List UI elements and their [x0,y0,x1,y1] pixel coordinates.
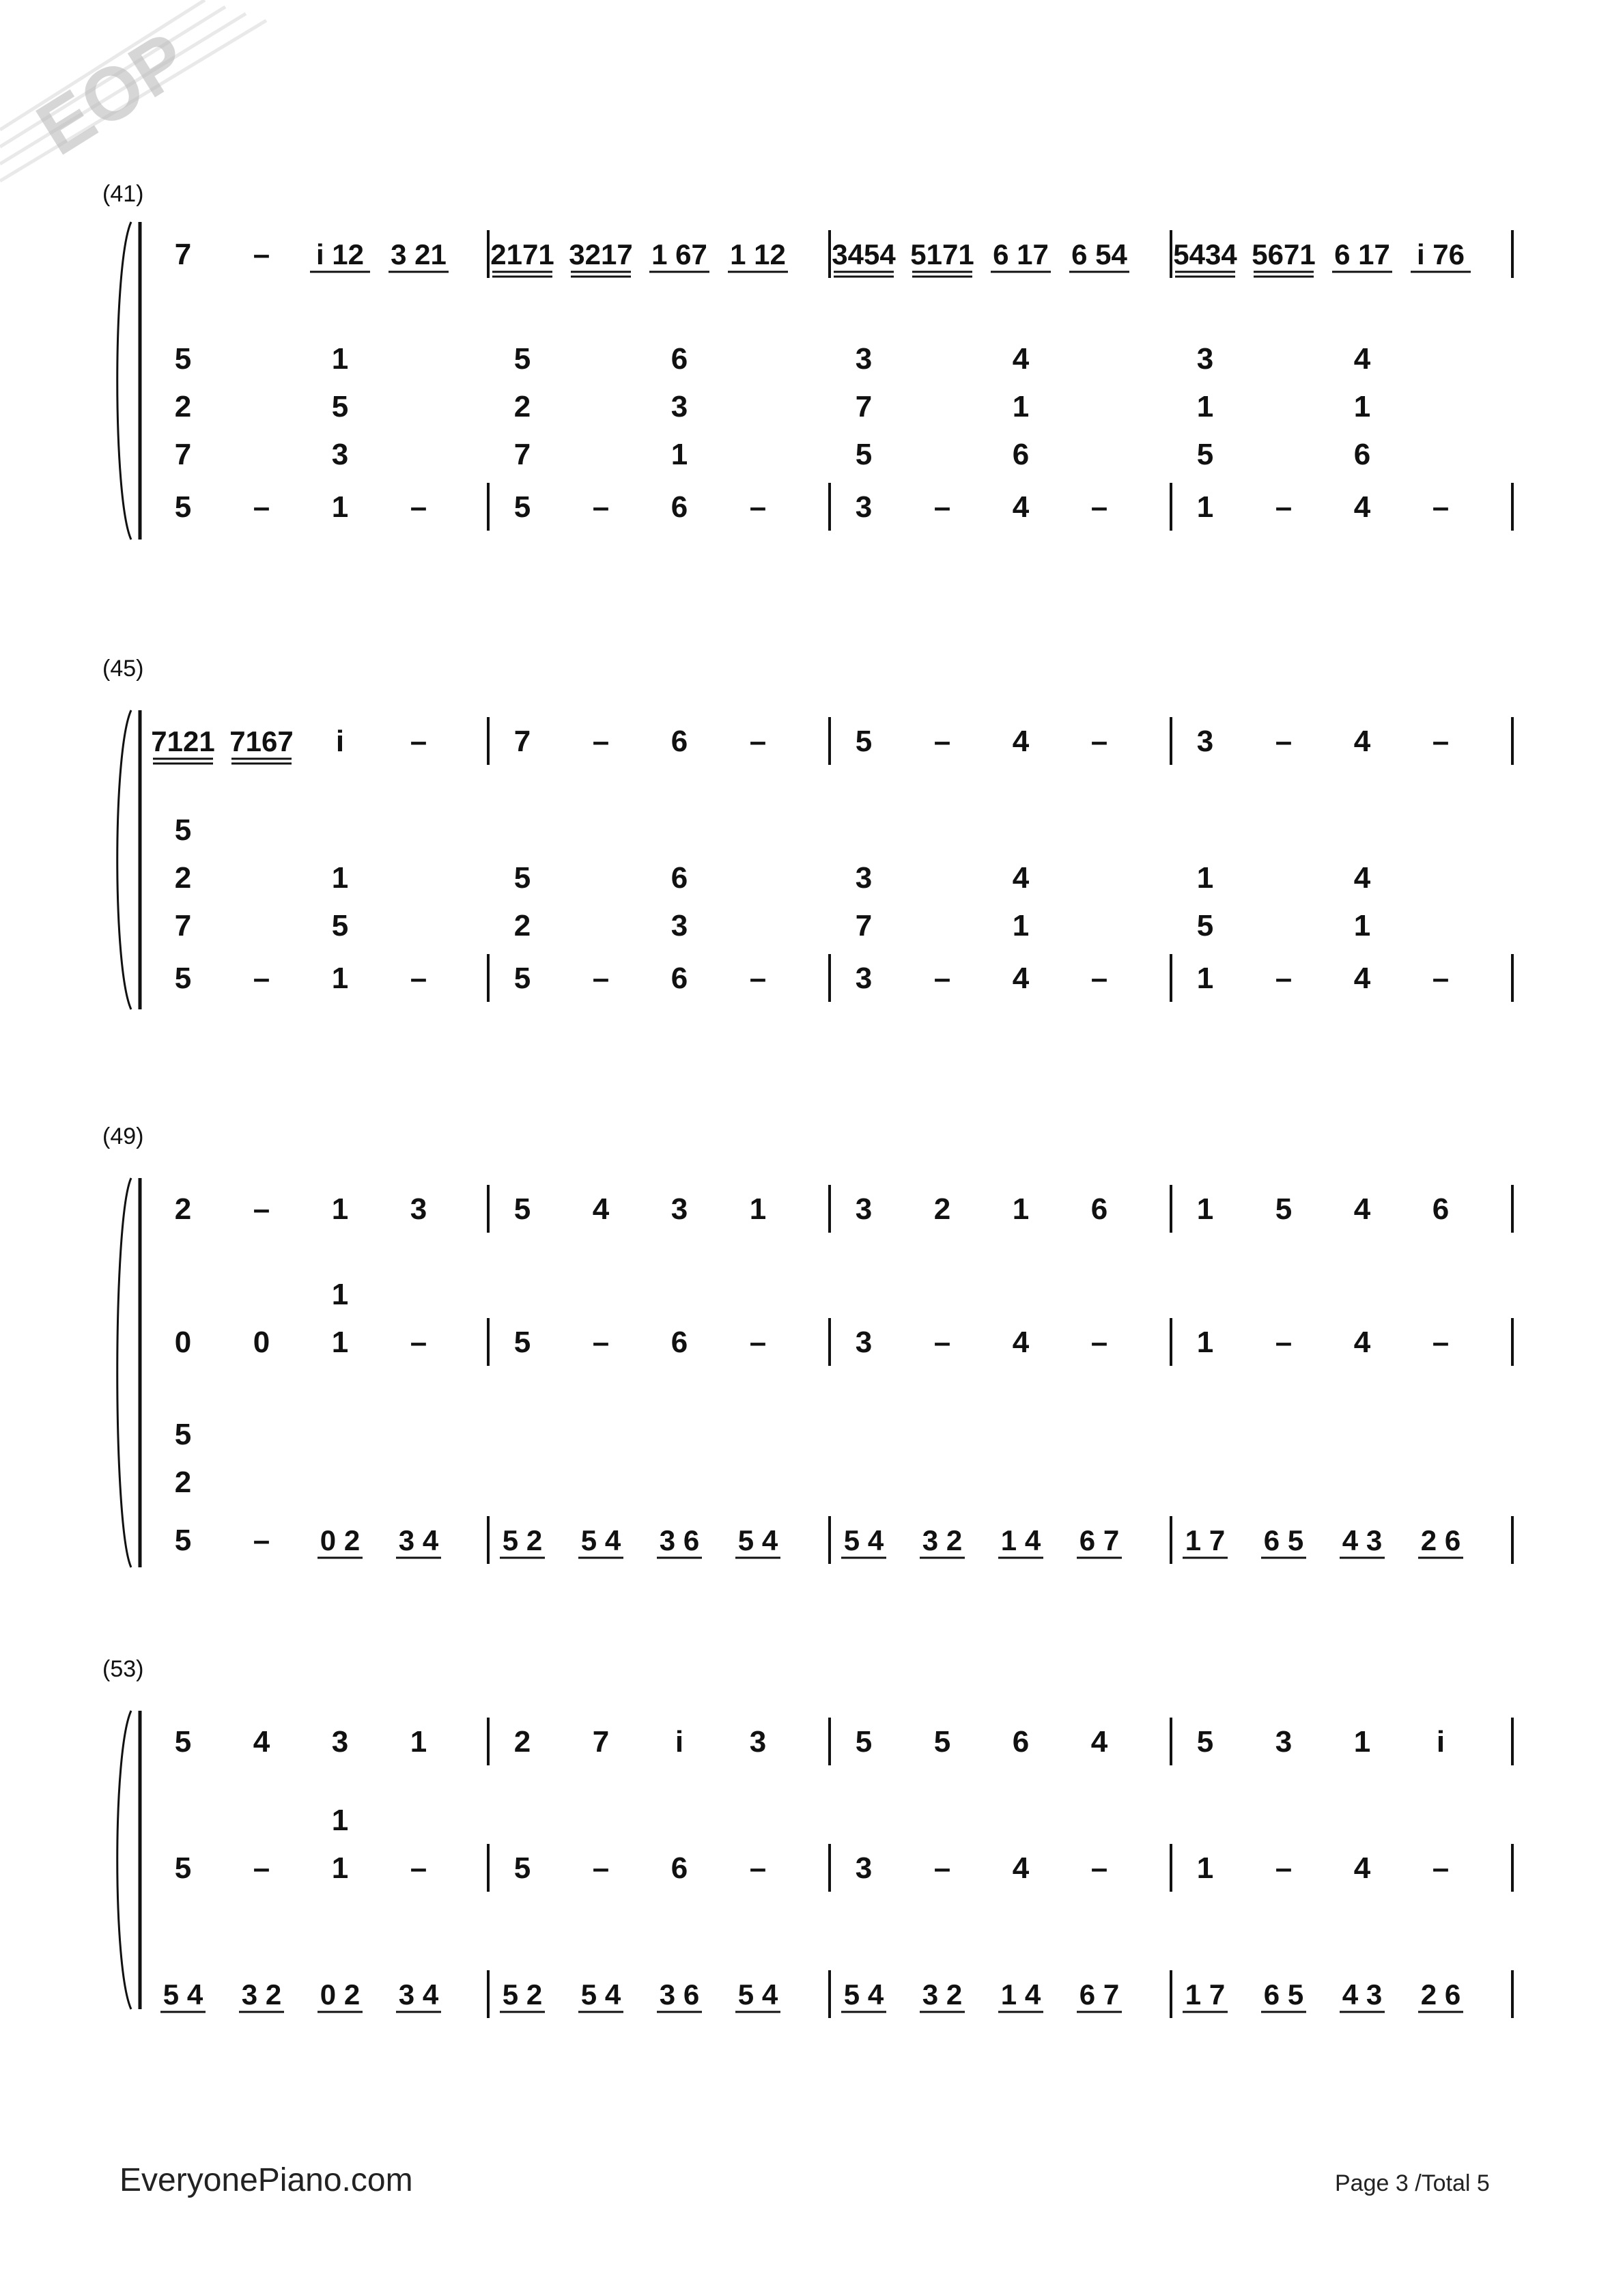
note: 5 [855,725,873,758]
dash: – [749,1851,767,1885]
note: 4 [1353,725,1371,758]
chord-note: 5 [174,813,192,847]
note: 4 [1012,1326,1030,1359]
dash: – [1275,490,1293,524]
dash: – [933,490,951,524]
dash: – [1432,962,1450,995]
note: 5 [174,962,192,995]
chord-note: 2 [174,390,192,423]
note: 4 [1353,962,1371,995]
note-group: 4 3 [1342,1524,1383,1556]
note-group: 4 3 [1342,1978,1383,2011]
dash: – [749,1326,767,1359]
chord-note: 7 [174,909,192,942]
system-0 [117,222,1512,540]
note-group: 3 6 [659,1524,700,1556]
note: 4 [1090,1725,1108,1759]
note: 4 [592,1192,610,1226]
note: 5 [174,1851,192,1885]
chord-note: 1 [1196,861,1214,895]
system-brace [117,1178,131,1567]
measure-number-41: (41) [102,181,144,207]
dash: – [1275,1851,1293,1885]
note-group: 5 4 [737,1524,778,1556]
note-group: i 12 [315,238,365,270]
chord-note: 5 [1196,438,1214,471]
dash: – [1432,490,1450,524]
note: 1 [749,1192,767,1226]
note: 3 [671,1192,688,1226]
system-2 [117,1178,1512,1567]
chord-note: 3 [855,342,873,376]
note-group: 6 5 [1263,1978,1304,2011]
note-group: 5171 [910,238,974,270]
watermark-text: EOP [23,16,202,171]
note: 5 [174,1725,192,1759]
note: 5 [174,490,192,524]
dash: – [1275,962,1293,995]
chord-note: 3 [671,390,688,423]
note-group: 5 4 [580,1524,621,1556]
dash: – [749,962,767,995]
chord-note: 6 [671,861,688,895]
note-group: 5 4 [737,1978,778,2011]
chord-note: 1 [1012,909,1030,942]
chord-note: 6 [1353,438,1371,471]
dash: – [1090,490,1108,524]
chord-note: 1 [331,342,349,376]
note-group: 3 2 [241,1978,282,2011]
chord-note: 5 [513,342,531,376]
note-group: 5 2 [502,1978,543,2011]
note: 6 [671,1851,688,1885]
dash: – [1432,725,1450,758]
note: 5 [513,490,531,524]
note: 4 [1012,962,1030,995]
chord-note: 3 [1196,342,1214,376]
note-group: 1 67 [651,238,707,270]
note: 1 [1196,490,1214,524]
note-group: 6 54 [1071,238,1127,270]
note: 3 [855,1192,873,1226]
chord-note: 5 [1196,909,1214,942]
note: 1 [1353,1725,1371,1759]
chord-note: 7 [513,438,531,471]
chord-note: 7 [855,909,873,942]
note: 3 [1196,725,1214,758]
note: 3 [410,1192,427,1226]
dash: – [592,1851,610,1885]
note-group: 6 7 [1079,1978,1120,2011]
note: 3 [1275,1725,1293,1759]
chord-note: 6 [671,342,688,376]
chord-note: 3 [671,909,688,942]
chord-note: 1 [331,861,349,895]
dash: – [253,1851,270,1885]
chord-note: 2 [513,909,531,942]
note: i [1436,1725,1445,1759]
note-group: 0 2 [320,1524,361,1556]
note: 1 [1012,1192,1030,1226]
chord-note: 7 [855,390,873,423]
note: 4 [1353,490,1371,524]
note: 6 [671,490,688,524]
chord-note: 1 [1353,390,1371,423]
note-group: 1 4 [1000,1978,1041,2011]
dash: – [1090,1851,1108,1885]
dash: – [933,1851,951,1885]
note-group: 3 2 [922,1524,963,1556]
note: 2 [174,1192,192,1226]
dash: – [1275,725,1293,758]
chord-note: 1 [671,438,688,471]
chord-top-note: 1 [331,1278,349,1311]
note: 4 [1353,1326,1371,1359]
note-group: 3217 [569,238,633,270]
note: 4 [1353,1192,1371,1226]
measure-number-45: (45) [102,656,144,682]
note-group: 2 6 [1420,1524,1461,1556]
dash: – [253,962,270,995]
note: 6 [1432,1192,1450,1226]
chord-note: 5 [513,861,531,895]
note-group: 7121 [151,725,215,757]
dash: – [933,1326,951,1359]
note-group: 1 4 [1000,1524,1041,1556]
chord-note: 5 [855,438,873,471]
measure-number-53: (53) [102,1656,144,1682]
chord-note: 4 [1012,342,1030,376]
chord-top-note: 1 [331,1804,349,1837]
note-group: 5 4 [163,1978,203,2011]
note: 0 [174,1326,192,1359]
dash: – [592,962,610,995]
note-group: 5 4 [580,1978,621,2011]
note: 3 [331,1725,349,1759]
note: 1 [331,490,349,524]
chord-note: 5 [331,390,349,423]
note-group: 6 7 [1079,1524,1120,1556]
footer-page-number: Page 3 /Total 5 [1335,2170,1490,2196]
chord-top-note: 2 [174,1466,192,1499]
note: 6 [1012,1725,1030,1759]
chord-note: 3 [331,438,349,471]
note-group: 6 17 [993,238,1049,270]
note: 3 [855,962,873,995]
note: 5 [513,1192,531,1226]
note: 6 [671,962,688,995]
note-group: 0 2 [320,1978,361,2011]
note-group: 1 12 [730,238,786,270]
note: 5 [933,1725,951,1759]
note: 4 [1353,1851,1371,1885]
dash: – [253,1524,270,1557]
chord-note: 4 [1353,861,1371,895]
chord-note: 7 [174,438,192,471]
note: 1 [331,1192,349,1226]
dash: – [410,962,427,995]
chord-top-note: 5 [174,1418,192,1451]
note-group: 6 5 [1263,1524,1304,1556]
dash: – [1432,1851,1450,1885]
measure-number-49: (49) [102,1123,144,1149]
system-1 [117,710,1512,1009]
chord-note: 2 [513,390,531,423]
dash: – [1090,962,1108,995]
dash: – [1432,1326,1450,1359]
dash: – [933,725,951,758]
note: 4 [1012,1851,1030,1885]
note: 3 [855,1851,873,1885]
note: 5 [1275,1192,1293,1226]
note: 3 [855,1326,873,1359]
note-group: 5 4 [843,1978,884,2011]
note-group: 5 2 [502,1524,543,1556]
note: 1 [331,962,349,995]
note: 1 [1196,1326,1214,1359]
note: 7 [174,238,192,271]
note: 5 [513,1326,531,1359]
note: 5 [1196,1725,1214,1759]
note-group: 6 17 [1334,238,1390,270]
note-group: 3 4 [398,1978,439,2011]
note: 5 [855,1725,873,1759]
note: 5 [513,1851,531,1885]
chord-note: 5 [174,342,192,376]
dash: – [253,238,270,271]
chord-note: 1 [1353,909,1371,942]
dash: – [749,725,767,758]
note: 1 [331,1851,349,1885]
note: i [675,1725,684,1759]
note: 2 [513,1725,531,1759]
note: 1 [410,1725,427,1759]
note: 4 [1012,725,1030,758]
dash: – [410,1851,427,1885]
dash: – [410,725,427,758]
note-group: 3 6 [659,1978,700,2011]
dash: – [410,1326,427,1359]
note: 3 [855,490,873,524]
note: 4 [253,1725,270,1759]
dash: – [1275,1326,1293,1359]
dash: – [253,490,270,524]
note: 0 [253,1326,270,1359]
dash: – [1090,725,1108,758]
system-brace [117,710,131,1009]
note: 2 [933,1192,951,1226]
footer-site-name: EveryonePiano.com [119,2162,413,2198]
note: 7 [513,725,531,758]
note: 5 [174,1524,192,1557]
dash: – [592,725,610,758]
dash: – [749,490,767,524]
note-group: 3454 [832,238,896,270]
chord-note: 2 [174,861,192,895]
chord-note: 1 [1012,390,1030,423]
note: 6 [1090,1192,1108,1226]
dash: – [592,1326,610,1359]
note: 6 [671,1326,688,1359]
note: 7 [592,1725,610,1759]
note-group: 1 7 [1185,1978,1226,2011]
system-brace [117,222,131,540]
note-group: 5671 [1252,238,1316,270]
note: 1 [1196,1192,1214,1226]
note-group: 2 6 [1420,1978,1461,2011]
system-brace [117,1711,131,2009]
dash: – [933,962,951,995]
note-group: 5434 [1173,238,1237,270]
note-group: i 76 [1416,238,1465,270]
dash: – [592,490,610,524]
note: 4 [1012,490,1030,524]
note: 3 [749,1725,767,1759]
note: 1 [1196,1851,1214,1885]
note-group: 3 2 [922,1978,963,2011]
chord-note: 1 [1196,390,1214,423]
dash: – [253,1192,270,1226]
system-3 [117,1711,1512,2018]
chord-note: 4 [1353,342,1371,376]
chord-note: 6 [1012,438,1030,471]
dash: – [410,490,427,524]
chord-note: 5 [331,909,349,942]
note-group: 7167 [229,725,294,757]
note-group: 3 4 [398,1524,439,1556]
note-group: 2171 [490,238,554,270]
note: 5 [513,962,531,995]
note: i [335,725,345,758]
dash: – [1090,1326,1108,1359]
chord-note: 4 [1012,861,1030,895]
note: 6 [671,725,688,758]
note-group: 3 21 [391,238,447,270]
chord-note: 3 [855,861,873,895]
note-group: 1 7 [1185,1524,1226,1556]
note-group: 5 4 [843,1524,884,1556]
note: 1 [1196,962,1214,995]
note: 1 [331,1326,349,1359]
